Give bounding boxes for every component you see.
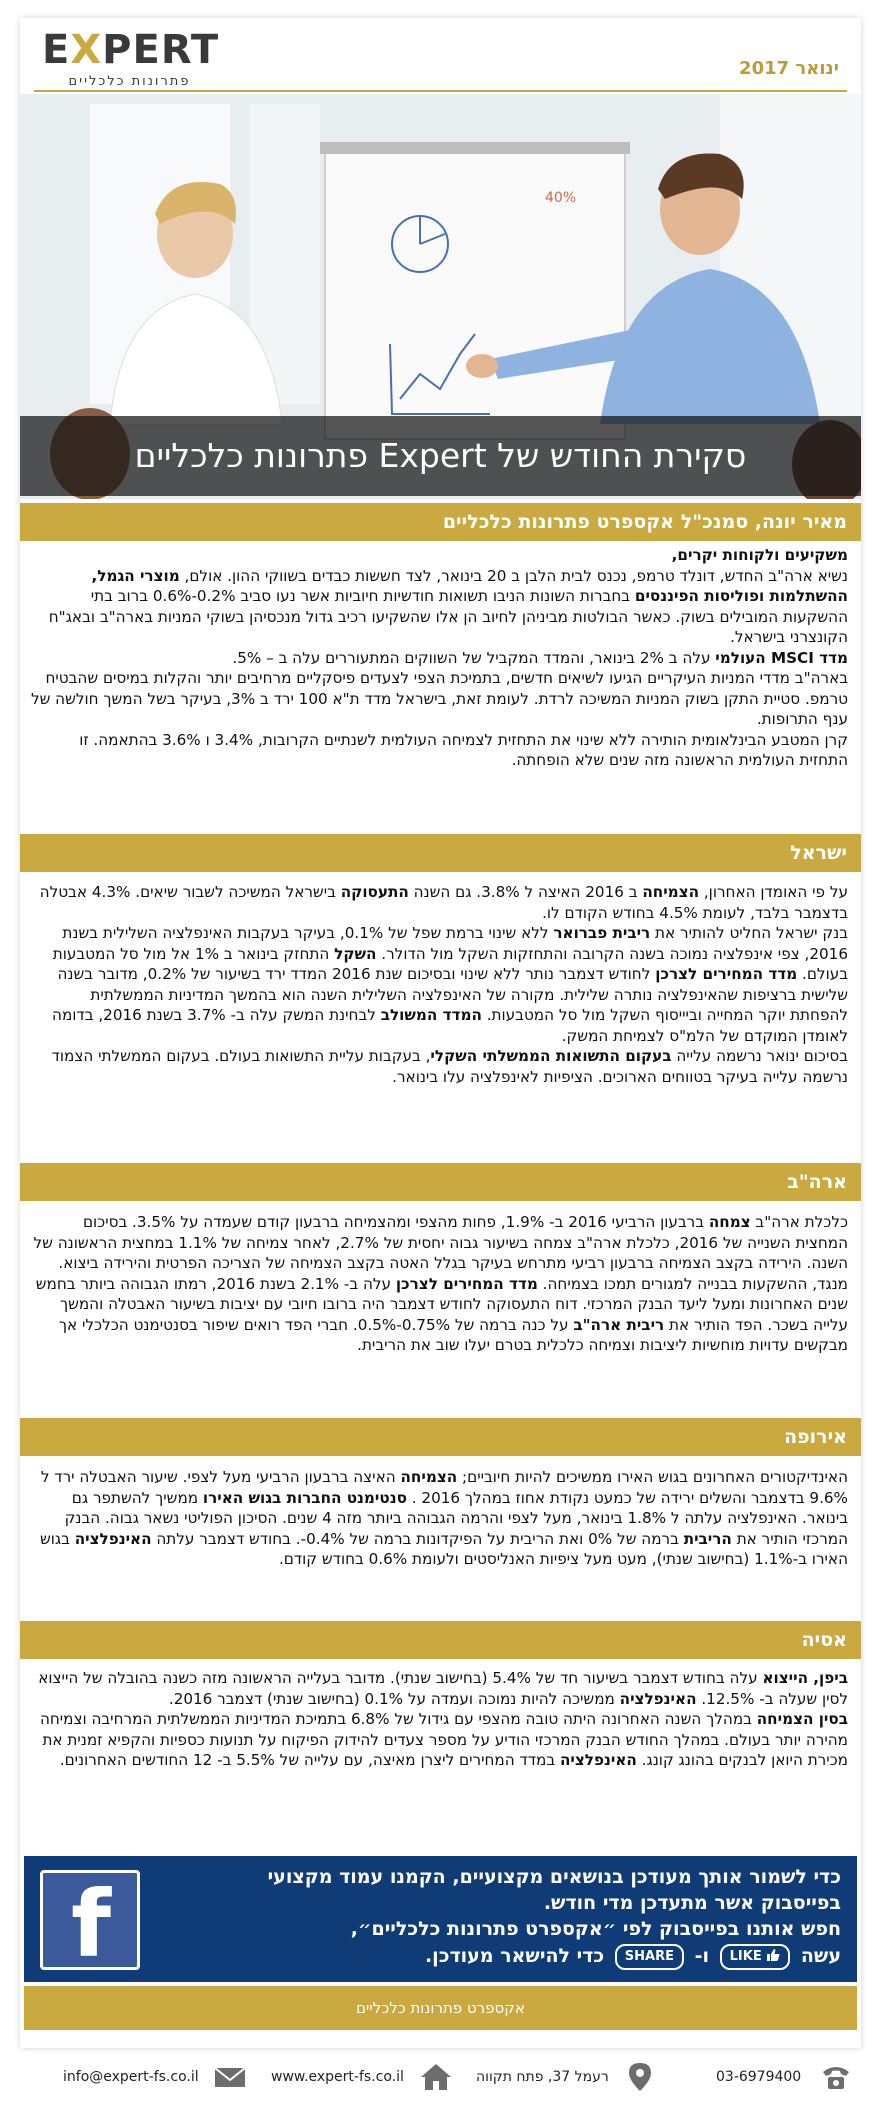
section-header-ceo bbox=[20, 503, 861, 541]
location-pin-icon bbox=[624, 2062, 656, 2092]
ceo-paragraph-2: מדד MSCI העולמי עלה ב 2% בינואר, והמדד המקביל של השווקים המתעוררים עלה ב – 5%. bbox=[232, 648, 848, 667]
newsletter-title: סקירת החודש של Expert פתרונות כלכליים bbox=[134, 436, 747, 475]
footer-company-name: אקספרט פתרונות כלכליים bbox=[356, 1999, 525, 2017]
phone-number[interactable]: 03-6979400 bbox=[716, 2069, 802, 2085]
section-body-europe bbox=[30, 1467, 848, 1570]
ceo-paragraph-3: בארה"ב מדדי המניות העיקריים הגיעו לשיאים חדשים, בתמיכת הצפי לצעדים פיסקליים מרחיבים יותר והקלות במיסים שהבטיח טרמפ. סטיית התקן בשוק המניות המשיכה לרדת. לעומת זאת, בישראל מדד ת"א 100 ירד ב 3%, בעיקר בשל המשך חולשה של ענף התרופות. bbox=[30, 669, 848, 728]
facebook-line-3: חפש אותנו בפייסבוק לפי ״אקספרט פתרונות כלכליים״, bbox=[350, 1918, 841, 1940]
section-header-usa bbox=[20, 1163, 861, 1201]
hero-image bbox=[20, 94, 861, 499]
phone-icon bbox=[820, 2062, 852, 2092]
section-title-usa: ארה"ב bbox=[787, 1171, 847, 1193]
section-body-usa bbox=[30, 1212, 848, 1356]
email-link[interactable]: info@expert-fs.co.il bbox=[63, 2069, 199, 2085]
website-link[interactable]: www.expert-fs.co.il bbox=[271, 2069, 404, 2085]
issue-date: ינואר 2017 bbox=[739, 58, 839, 79]
asia-paragraph-2: בסין הצמיחה במהלך השנה האחרונה היתה טובה מהצפי עם גידול של 6.8% בתמיכת המדיניות הממשלתית המרחיבה וצמיחה מהירה יותר בעולם. במהלך החודש הבנק המרכזי הודיע על מספר צעדים להידוק הפיקוח על תנועות כספיות והקפיא זמנית את מכירת היואן לבנקים בהונג קונג. האינפלציה במדד המחירים ליצרן מאיצה, עם עלייה של 5.5% ב- 12 החודשים האחרונים. bbox=[39, 1710, 848, 1769]
section-body-asia bbox=[30, 1668, 848, 1771]
logo-wordmark: EXPERT bbox=[42, 27, 220, 73]
thumbs-up-icon bbox=[766, 1949, 780, 1961]
facebook-line-2: בפייסבוק אשר מתעדכן מדי חודש. bbox=[543, 1892, 841, 1914]
ceo-paragraph-1: נשיא ארה"ב החדש, דונלד טרמפ, נכנס לבית הלבן ב 20 בינואר, לצד חששות כבדים בשווקי ההון. אולם, מוצרי הגמל, ההשתלמות ופוליסות הפיננסים בחברות השונות הניבו תשואות חודשיות חיוביות אשר נעו סביב 0.2%-0.6% ברוב בתי ההשקעות המובילים בשוק. כאשר הבולטות מביניהן לחיוב הן אלו שהשקיעו רכיב גדול מנכסיהן בשוקי המניות בארה"ב ובאג"ח הקונצרני בישראל. bbox=[48, 566, 848, 646]
address-text: רעמל 37, פתח תקווה bbox=[476, 2069, 609, 2085]
facebook-logo-icon[interactable]: f bbox=[40, 1870, 140, 1970]
israel-paragraph-2: בנק ישראל החליט להותיר את ריבית פברואר ללא שינוי ברמת שפל של 0.1%, בעיקר בעקבות האינפלציה השלילית בשנת 2016, צפי אינפלציה נמוכה בשנה הקרובה והתחזקות השקל מול הדולר. השקל התחזק בינואר ב 1% אל מול סל המטבעות בעולם. מדד המחירים לצרכן לחודש דצמבר נותר ללא שינוי ובסיכום שנת 2016 המדד ירד בשיעור של 0.2%, מדובר בשנה שלישית ברציפות שהאינפלציה נותרה שלילית. מקורה של האינפלציה השלילית השנה הוא בהמשך המדיניות הממשלתית להפחתת יוקר המחייה וביייסוף השקל מול סל המטבעות. המדד המשולב לבחינת המשק עלה ב- 3.7% בשנת 2016, בדומה לאומדן המוקדם של הלמ"ס לצמיחת המשק. bbox=[52, 924, 848, 1045]
ceo-paragraph-4: קרן המטבע הבינלאומית הותירה ללא שינוי את התחזית לצמיחה העולמית לשנתיים הקרובות, 3.4% ו 3.6% בהתאמה. זו התחזית העולמית הראשונה מזה שנים שלא הופחתה. bbox=[79, 730, 848, 769]
facebook-line-1: כדי לשמור אותך מעודכן בנושאים מקצועיים, הקמנו עמוד מקצועי bbox=[267, 1866, 841, 1888]
section-title-europe: אירופה bbox=[784, 1426, 847, 1448]
europe-paragraph: האינדיקטורים האחרונים בגוש האירו ממשיכים להיות חיוביים; הצמיחה האיצה ברבעון הרביעי מעל לצפי. שיעור האבטלה ירד ל 9.6% בדצמבר והשלים ירידה של כמעט נקודת אחוז במהלך 2016 . סנטימנט החברות בגוש האירו ממשיך להשתפר גם בינואר. האינפלציה עלתה ל 1.8% בינואר, מעל לצפי והרמה הגבוהה ביותר מזה 4 שנים. הסיכון הפוליטי נשאר גבוה. הבנק המרכזי הותיר את הריבית ברמה של 0% ואת הריבית על הפיקדונות ברמה של 0.4%-. בחודש דצמבר עלתה האינפלציה בגוש האירו ב-1.1% (בחישוב שנתי), מעט מעל ציפיות האנליסטים ולעומת 0.6% בחודש קודם. bbox=[39, 1468, 848, 1568]
section-header-israel bbox=[20, 834, 861, 872]
facebook-banner[interactable] bbox=[24, 1856, 857, 1982]
share-button[interactable]: SHARE bbox=[615, 1944, 684, 1970]
israel-paragraph-1: על פי האומדן האחרון, הצמיחה ב 2016 האיצה ל 3.8%. גם השנה התעסוקה בישראל המשיכה לשבור שיאים. 4.3% אבטלה בדצמבר בלבד, לעומת 4.5% בחודש הקודם לו. bbox=[39, 883, 848, 922]
section-title-israel: ישראל bbox=[790, 842, 847, 864]
section-body-israel bbox=[30, 882, 848, 1087]
header bbox=[20, 18, 861, 88]
board-note: 40% bbox=[545, 190, 577, 206]
section-title-asia: אסיה bbox=[801, 1629, 847, 1651]
facebook-cta-row: עשה LIKE ו- SHARE כדי להישאר מעודכן. bbox=[425, 1942, 841, 1970]
facebook-message bbox=[151, 1864, 841, 1942]
logo-tagline: פתרונות כלכליים bbox=[68, 74, 191, 89]
header-divider bbox=[34, 90, 847, 92]
home-icon bbox=[420, 2062, 452, 2092]
asia-paragraph-1: ביפן, הייצוא עלה בחודש דצמבר בשיעור חד של 5.4% (בחישוב שנתי). מדובר בעלייה הראשונה מזה כשנה בהובלה של הייצוא לסין שעלה ב- 12.5%. האינפלציה ממשיכה להיות נמוכה ועמדה על 0.1% (בחישוב שנתי) דצמבר 2016. bbox=[38, 1669, 848, 1708]
israel-paragraph-3: בסיכום ינואר נרשמה עלייה בעקום התשואות הממשלתי השקלי, בעקבות עליית התשואות בעולם. בעקום הממשלתי הצמוד נרשמה עלייה בעיקר בטווחים הארוכים. הציפיות לאינפלציה עלו בינואר. bbox=[51, 1047, 848, 1086]
section-header-europe bbox=[20, 1418, 861, 1456]
contact-row bbox=[0, 2052, 881, 2102]
section-header-asia bbox=[20, 1621, 861, 1659]
expert-logo bbox=[42, 27, 222, 89]
usa-paragraph: כלכלת ארה"ב צמחה ברבעון הרביעי 2016 ב- 1.9%, פחות מהצפי ומהצמיחה ברבעון קודם שעמדה על 3.5%. בסיכום המחצית השנייה של 2016, כלכלת ארה"ב צמחה בשיעור גבוה יחסית של 2.7%, לאחר צמיחה של 1.1% במחצית הראשונה של השנה. הירידה בקצב הצמיחה ברבעון רביעי מתרחש בעיקר בגלל האטה בקצב הצמיחה של הצריכה הפרטית והירידה ביצוא. מנגד, ההשקעות בבנייה למגורים תמכו בצמיחה. מדד המחירים לצרכן עלה ב- 2.1% בשנת 2016, רמתו הגבוהה ביותר בחמש שנים האחרונות ומעל ליעד הבנק המרכזי. דוח התעסוקה לחודש דצמבר היה ברובו חיובי עם יציבות בשיעור האבטלה והמשך עלייה בשכר. הפד הותיר את ריבית ארה"ב על כנה ברמה של 0.75%-0.5%. חברי הפד רואים שיפור בסנטימנט הכלכלי אך מבקשים עדויות מוחשיות ליציבות וצמיחה כלכלית בטרם יעלו שוב את הריבית. bbox=[33, 1213, 848, 1354]
footer-bar bbox=[24, 1986, 857, 2030]
section-body-ceo bbox=[30, 545, 848, 771]
like-button[interactable]: LIKE bbox=[720, 1944, 791, 1970]
section-title-ceo: מאיר יונה, סמנכ"ל אקספרט פתרונות כלכליים bbox=[442, 511, 847, 533]
greeting: משקיעים ולקוחות יקרים, bbox=[671, 546, 848, 564]
newsletter-container bbox=[20, 18, 861, 2048]
mail-icon bbox=[214, 2062, 246, 2092]
